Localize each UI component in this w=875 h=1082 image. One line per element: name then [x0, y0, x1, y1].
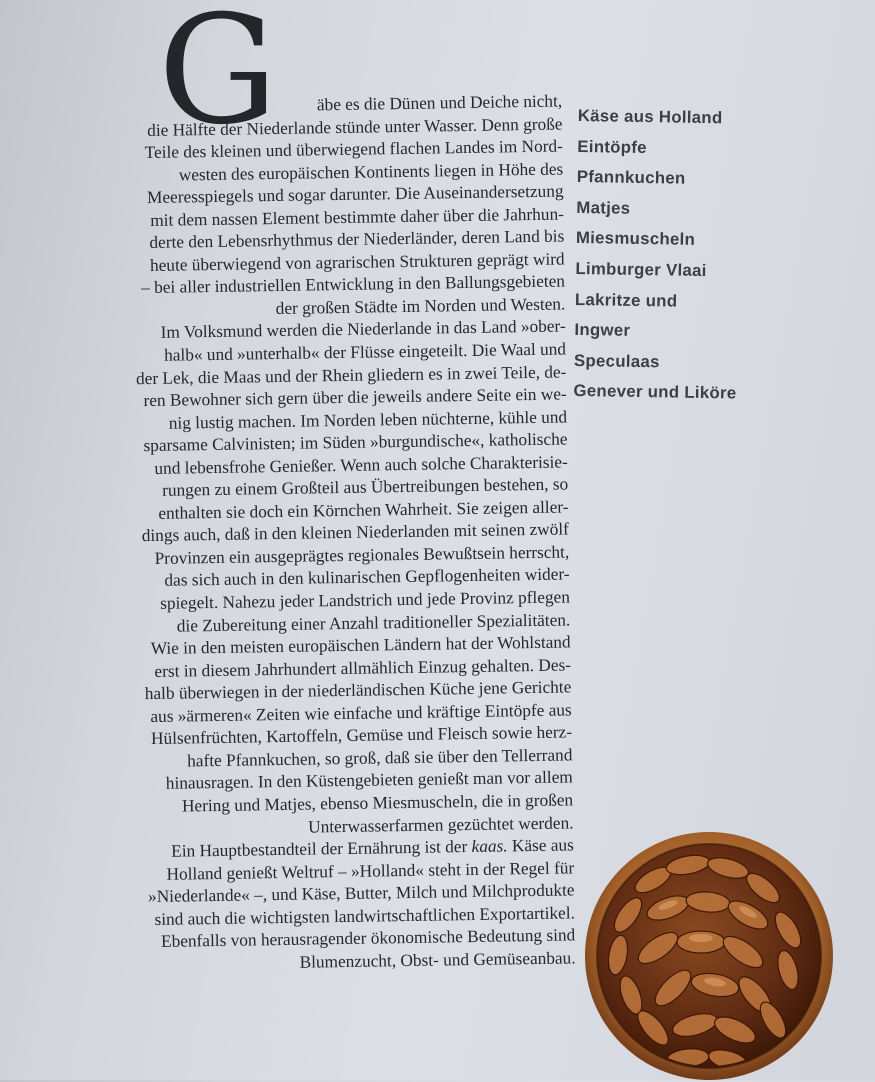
text-line: Teile des kleinen und überwiegend flachen Landes im Nord- — [144, 136, 563, 163]
article-body — [84, 90, 576, 977]
text-line: das sich auch in den kulinarischen Gepflogenheiten wider- — [164, 564, 570, 591]
text-line: hafte Pfannkuchen, so groß, daß sie über den Tellerrand — [187, 745, 573, 771]
text-line: derte den Lebensrhythmus der Niederländer, deren Land bis — [149, 226, 565, 253]
text-line: Unterwasserfarmen gezüchtet werden. — [307, 812, 574, 837]
text-line: erst in diesem Jahrhundert allmählich Einzug gehalten. Des- — [154, 655, 572, 681]
text-line: der großen Städte im Norden und Westen. — [275, 294, 566, 318]
paragraph-2 — [88, 316, 574, 842]
text-line: die Hälfte der Niederlande stünde unter Wasser. Denn große — [147, 114, 563, 140]
paragraph-3 — [96, 834, 576, 977]
text-line: rungen zu einem Großteil aus Übertreibungen bestehen, so — [162, 474, 569, 501]
topic-item: Matjes — [576, 197, 631, 218]
topic-item: Käse aus Holland — [577, 105, 723, 128]
text-line: Holland genießt Weltruf – »Holland« steht in der Regel für — [166, 857, 575, 884]
topic-item: Pfannkuchen — [576, 167, 686, 188]
text-line: nig lustig machen. Im Norden leben nüchterne, kühle und — [168, 407, 568, 433]
text-line: äbe es die Dünen und Deiche nicht, — [316, 91, 563, 115]
text-line: Meeresspiegels und sogar darunter. Die Auseinandersetzung — [146, 181, 564, 208]
topics-sidebar — [573, 104, 808, 414]
italic-word: kaas. — [471, 836, 508, 857]
text-run: Ein Hauptbestandteil der Ernährung ist der — [171, 837, 472, 861]
topic-item: Eintöpfe — [577, 136, 648, 157]
text-line: ren Bewohner sich gern über die jeweils andere Seite ein we- — [143, 384, 567, 411]
text-line: die Zubereitung einer Anzahl traditioneller Spezialitäten. — [176, 610, 571, 636]
text-line: sind auch die wichtigsten landwirtschaftlichen Exportartikel. — [154, 903, 576, 929]
text-line: Blumenzucht, Obst- und Gemüseanbau. — [299, 948, 576, 972]
text-line: aus »ärmeren« Zeiten wie einfache und kräftige Eintöpfe aus — [150, 700, 572, 726]
topic-item: Ingwer — [574, 320, 631, 341]
pie-drawing — [583, 830, 835, 1082]
text-line: Provinzen ein ausgeprägtes regionales Bewußtsein herrscht, — [154, 542, 570, 568]
text-line: »Niederlande« –, und Käse, Butter, Milch und Milchprodukte — [147, 880, 575, 907]
text-run: Käse aus — [507, 835, 574, 856]
text-line: westen des europäischen Kontinents liegen in Höhe des — [178, 159, 564, 185]
text-line: Wie in den meisten europäischen Ländern hat der Wohlstand — [150, 632, 571, 659]
text-line: Ebenfalls von herausragender ökonomische Bedeutung sind — [160, 925, 576, 952]
topic-item: Genever und Liköre — [573, 381, 737, 403]
vlaai-pie-photo — [583, 830, 835, 1082]
text-line: der Lek, die Maas und der Rhein gliedern es in zwei Teile, de- — [135, 362, 567, 388]
text-line: sparsame Calvinisten; im Süden »burgundische«, katholische — [143, 429, 568, 456]
text-line: – bei aller industriellen Entwicklung in den Ballungsgebieten — [141, 271, 566, 298]
text-line: Hülsenfrüchten, Kartoffeln, Gemüse und Fleisch sowie herz- — [150, 722, 573, 749]
text-line: mit dem nassen Element bestimmte daher über die Jahrhun- — [150, 204, 565, 230]
topic-item: Speculaas — [573, 350, 660, 372]
text-line: spiegelt. Nahezu jeder Landstrich und jede Provinz pflegen — [159, 587, 571, 613]
drop-cap: G — [158, 0, 278, 158]
topic-item: Lakritze und — [574, 289, 678, 311]
text-line: halb« und »unterhalb« der Flüsse eingeteilt. Die Waal und — [163, 339, 567, 365]
text-line: Im Volksmund werden die Niederlande in das Land »ober- — [160, 316, 566, 343]
text-line: dings auch, daß in den kleinen Niederlanden mit seinen zwölf — [141, 519, 569, 546]
text-line: und lebensfrohe Genießer. Wenn auch solche Charakterisie- — [154, 452, 568, 478]
topic-item: Limburger Vlaai — [575, 258, 707, 281]
topic-item: Miesmuscheln — [575, 228, 696, 250]
text-line: hinausragen. In den Küstengebieten genießt man vor allem — [165, 767, 573, 794]
text-line: enthalten sie doch ein Körnchen Wahrheit. Sie zeigen aller- — [158, 497, 569, 523]
paragraph-1 — [84, 90, 565, 323]
text-line: Hering und Matjes, ebenso Miesmuscheln, die in großen — [181, 790, 574, 816]
text-line: heute überwiegend von agrarischen Strukturen geprägt wird — [149, 249, 565, 275]
text-line: halb überwiegen in der niederländischen Küche jene Gerichte — [144, 677, 572, 704]
